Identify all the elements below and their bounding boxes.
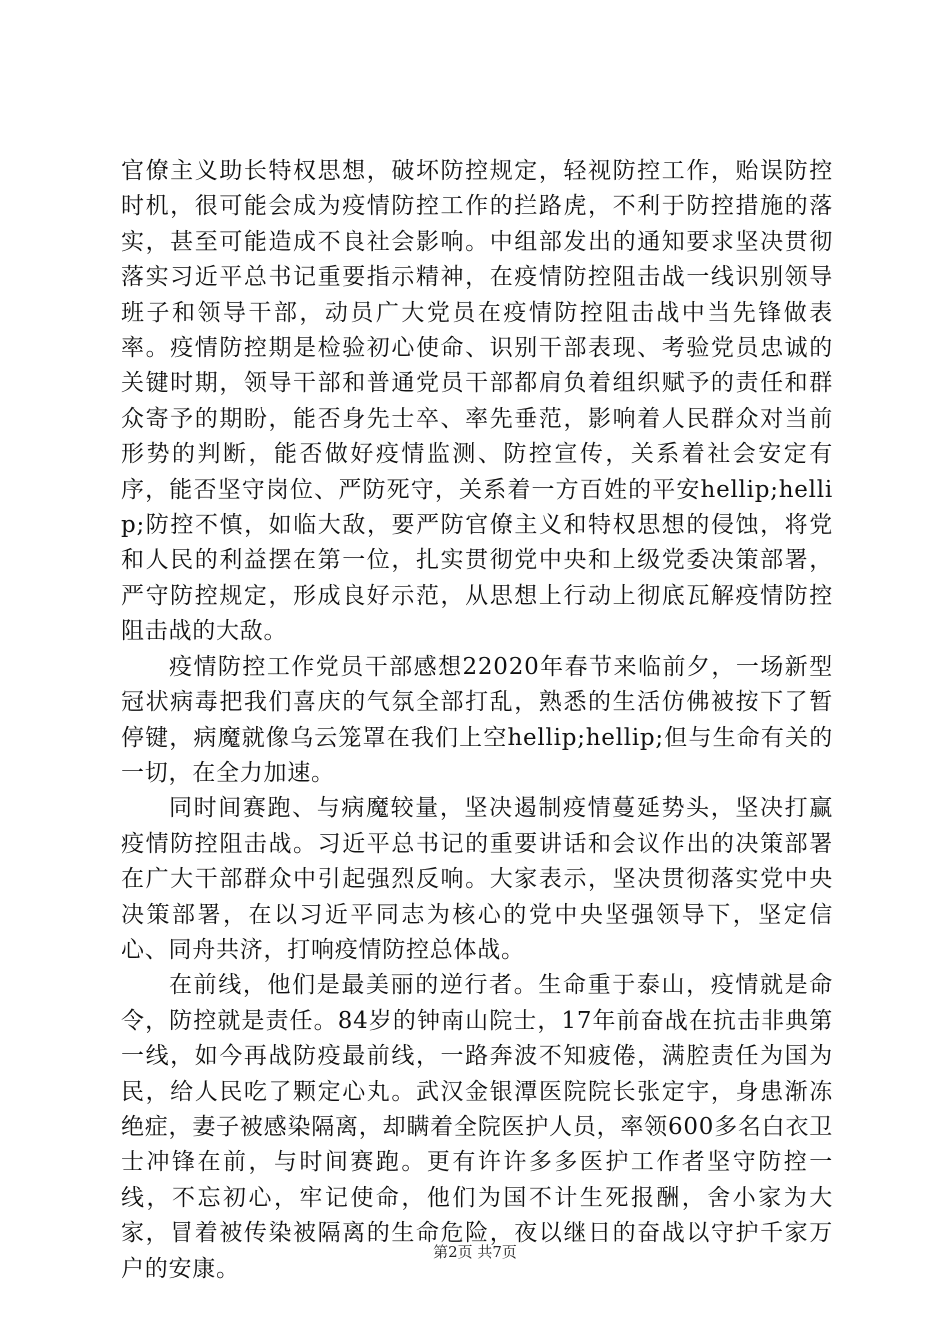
paragraph-1: 官僚主义助长特权思想，破坏防控规定，轻视防控工作，贻误防控时机，很可能会成为疫情防控工作的拦路虎，不利于防控措施的落实，甚至可能造成不良社会影响。中组部发出的通知要求坚决贯彻落实习近平总书记重要指示精神，在疫情防控阻击战一线识别领导班子和领导干部，动员广大党员在疫情防控阻击战中当先锋做表率。疫情防控期是检验初心使命、识别干部表现、考验党员忠诚的关键时期，领导干部和普通党员干部都肩负着组织赋予的责任和群众寄予的期盼，能否身先士卒、率先垂范，影响着人民群众对当前形势的判断，能否做好疫情监测、防控宣传，关系着社会安定有序，能否坚守岗位、严防死守，关系着一方百姓的平安hellip;hellip;防控不慎，如临大敌，要严防官僚主义和特权思想的侵蚀，将党和人民的利益摆在第一位，扎实贯彻党中央和上级党委决策部署，严守防控规定，形成良好示范，从思想上行动上彻底瓦解疫情防控阻击战的大敌。: [121, 158, 833, 645]
document-body: [121, 154, 833, 1287]
paragraph-4: 在前线，他们是最美丽的逆行者。生命重于泰山，疫情就是命令，防控就是责任。84岁的钟南山院士，17年前奋战在抗击非典第一线，如今再战防疫最前线，一路奔波不知疲倦，满腔责任为国为民，给人民吃了颗定心丸。武汉金银潭医院院长张定宇，身患渐冻绝症，妻子被感染隔离，却瞒着全院医护人员，率领600多名白衣卫士冲锋在前，与时间赛跑。更有许许多多医护工作者坚守防控一线，不忘初心，牢记使命，他们为国不计生死报酬，舍小家为大家，冒着被传染被隔离的生命危险，夜以继日的奋战以守护千家万户的安康。: [121, 972, 833, 1282]
page-number-footer: 第2页 共7页: [433, 1243, 517, 1261]
paragraph-3: 同时间赛跑、与病魔较量，坚决遏制疫情蔓延势头，坚决打赢疫情防控阻击战。习近平总书记的重要讲话和会议作出的决策部署在广大干部群众中引起强烈反响。大家表示，坚决贯彻落实党中央决策部署，在以习近平同志为核心的党中央坚强领导下，坚定信心、同舟共济，打响疫情防控总体战。: [121, 795, 833, 963]
paragraph-2: 疫情防控工作党员干部感想22020年春节来临前夕，一场新型冠状病毒把我们喜庆的气氛全部打乱，熟悉的生活仿佛被按下了暂停键，病魔就像乌云笼罩在我们上空hellip;hellip;但与生命有关的一切，在全力加速。: [121, 653, 833, 786]
